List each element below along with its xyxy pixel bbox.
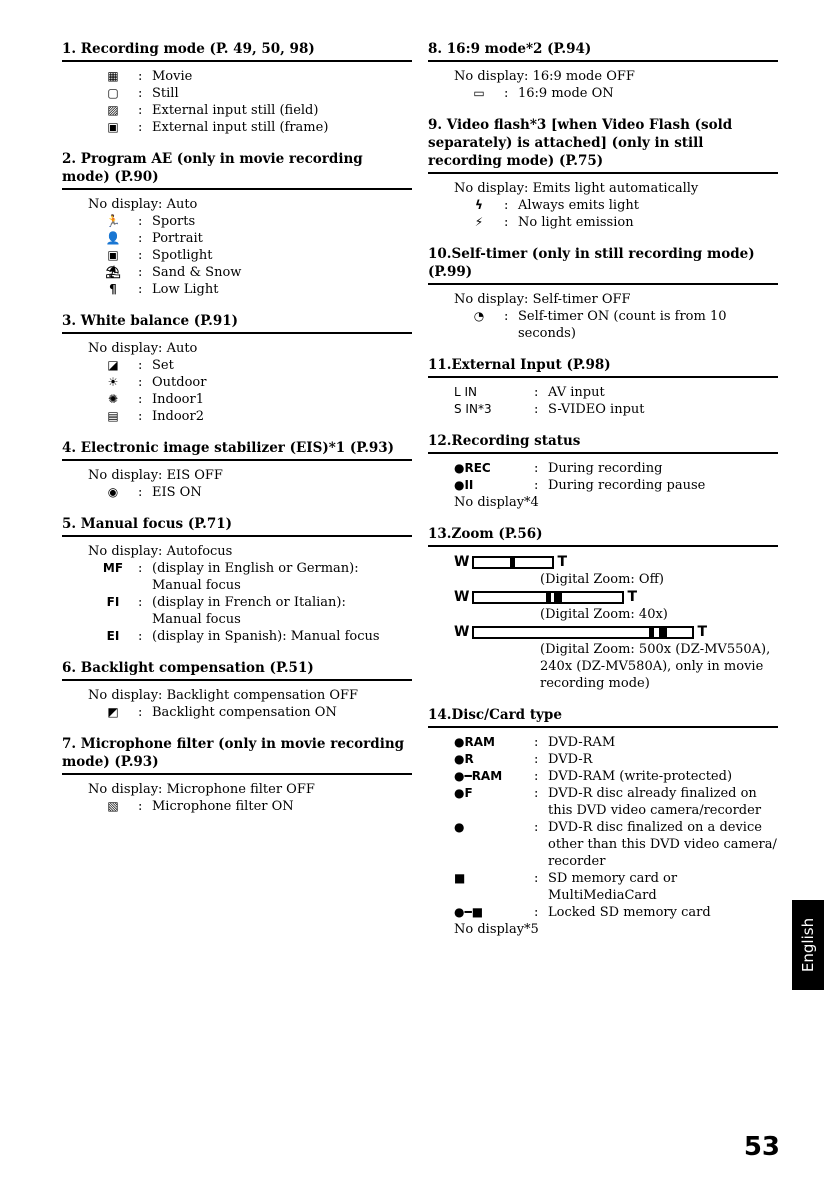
zoom-caption: (Digital Zoom: 500x (DZ-MV550A), 240x (DZ-MV580A), only in movie recording mode) [540,642,771,691]
fi-icon: FI [106,595,120,609]
section-recording-mode [62,40,412,136]
list-item: ϟ : Always emits light [454,197,778,214]
indoor2-icon: ▤ [107,409,119,423]
mf-icon: MF [102,561,124,575]
list-item: ◪ : Set [88,357,412,374]
list-item: ▢ : Still [88,85,412,102]
section-heading: 13.Zoom (P.56) [428,525,778,547]
section-program-ae [62,150,412,298]
l-in-label: L IN [454,385,478,399]
list-item: ●II : During recording pause [454,478,706,493]
section-169-mode [428,40,778,102]
outdoor-icon: ☀ [107,375,119,389]
sd-card-icon: ■ [454,871,466,885]
section-heading: 7. Microphone filter (only in movie recording mode) (P.93) [62,735,412,775]
dvd-r-icon: ●R [454,752,474,766]
locked-sd-icon: ●━■ [454,905,484,919]
page-number: 53 [743,1132,780,1162]
backlight-icon: ◩ [107,705,119,719]
section-recording-status [428,432,778,511]
no-flash-icon: ⚡ [474,215,484,229]
section-heading: 1. Recording mode (P. 49, 50, 98) [62,40,412,62]
zoom-bar-500x [454,623,778,641]
dvd-ram-icon: ●RAM [454,735,495,749]
list-item: ●R : DVD-R [454,752,593,767]
portrait-icon: 👤 [105,231,121,245]
section-heading: 11.External Input (P.98) [428,356,778,378]
no-display-text: No display: Self-timer OFF [454,292,631,307]
eis-icon: ◉ [107,485,119,499]
zoom-caption: (Digital Zoom: Off) [540,572,664,587]
s-in-label: S IN*3 [454,402,492,416]
no-display-text: No display: Backlight compensation OFF [88,688,359,703]
section-external-input [428,356,778,418]
list-item: ▧ : Microphone filter ON [88,798,412,815]
list-item: ▭ : 16:9 mode ON [454,85,778,102]
list-item: ⚡ : No light emission [454,214,778,231]
section-heading: 14.Disc/Card type [428,706,778,728]
no-display-text: No display: Autofocus [88,544,233,559]
list-item: EI : (display in Spanish): Manual focus [88,628,412,645]
zoom-w-label: W [454,553,470,570]
zoom-t-label: T [557,553,568,570]
list-item: ▣ : External input still (frame) [88,119,412,136]
no-display-text: No display: 16:9 mode OFF [454,69,635,84]
list-item: FI : (display in French or Italian): Manual focus [88,594,412,628]
zoom-t-label: T [627,588,638,605]
no-display-text: No display: Microphone filter OFF [88,782,315,797]
sand-snow-icon: ⛱ [105,265,121,279]
sports-icon: 🏃 [105,214,121,228]
dvd-r-other-icon: ● [454,820,465,834]
section-manual-focus [62,515,412,645]
list-item: ▣ : Spotlight [88,247,412,264]
wide-icon: ▭ [473,86,485,100]
no-display-text: No display: Auto [88,197,198,212]
section-self-timer [428,245,778,342]
section-heading: 12.Recording status [428,432,778,454]
section-heading: 4. Electronic image stabilizer (EIS)*1 (P.93) [62,439,412,461]
section-heading: 10.Self-timer (only in still recording mode) (P.99) [428,245,778,285]
zoom-w-label: W [454,588,470,605]
list-item: ¶ : Low Light [88,281,412,298]
list-item: ✺ : Indoor1 [88,391,412,408]
list-item: ● : DVD-R disc finalized on a device other than this DVD video camera/ recorder [454,820,777,869]
no-display-text: No display: Auto [88,341,198,356]
section-white-balance [62,312,412,425]
section-heading: 8. 16:9 mode*2 (P.94) [428,40,778,62]
list-item: ●F : DVD-R disc already finalized on this DVD video camera/recorder [454,786,762,818]
list-item: 👤 : Portrait [88,230,412,247]
list-item: ▨ : External input still (field) [88,102,412,119]
list-item: ●RAM : DVD-RAM [454,735,616,750]
list-item: ▦ : Movie [88,68,412,85]
section-disc-card [428,706,778,938]
low-light-icon: ¶ [109,282,117,296]
section-video-flash [428,116,778,231]
list-item: ◔ : Self-timer ON (count is from 10 seconds) [454,308,778,342]
list-item: ●REC : During recording [454,461,663,476]
zoom-bar-track [472,591,624,604]
section-backlight [62,659,412,721]
no-display-text: No display*5 [454,922,539,937]
field-icon: ▨ [107,103,119,117]
zoom-bar-track [472,626,694,639]
section-heading: 6. Backlight compensation (P.51) [62,659,412,681]
self-timer-icon: ◔ [473,309,485,323]
no-display-text: No display: EIS OFF [88,468,223,483]
dvd-r-finalized-icon: ●F [454,786,473,800]
no-display-text: No display: Emits light automatically [454,181,699,196]
list-item: ☀ : Outdoor [88,374,412,391]
zoom-bar-40x [454,588,778,606]
list-item: 🏃 : Sports [88,213,412,230]
zoom-caption: (Digital Zoom: 40x) [540,607,668,622]
zoom-bar-track [472,556,554,569]
rec-icon: ●REC [454,461,491,475]
flash-icon: ϟ [475,198,483,212]
right-column [428,40,778,952]
zoom-w-label: W [454,623,470,640]
list-item: ●━RAM : DVD-RAM (write-protected) [454,769,733,784]
list-item: ▤ : Indoor2 [88,408,412,425]
list-item: S IN*3 : S-VIDEO input [454,402,645,417]
pause-icon: ●II [454,478,474,492]
list-item: ◉ : EIS ON [88,484,412,501]
list-item: MF : (display in English or German): Manual focus [88,560,412,594]
section-eis [62,439,412,501]
still-icon: ▢ [107,86,119,100]
section-heading: 5. Manual focus (P.71) [62,515,412,537]
mic-filter-icon: ▧ [107,799,119,813]
set-icon: ◪ [107,358,119,372]
left-column [62,40,412,829]
zoom-t-label: T [697,623,708,640]
list-item: L IN : AV input [454,385,605,400]
spotlight-icon: ▣ [107,248,119,262]
list-item: ●━■ : Locked SD memory card [454,905,711,920]
section-mic-filter [62,735,412,815]
list-item: ⛱ : Sand & Snow [88,264,412,281]
section-heading: 9. Video flash*3 [when Video Flash (sold separately) is attached] (only in still recording mode) (P.75) [428,116,778,174]
list-item: ◩ : Backlight compensation ON [88,704,412,721]
dvd-ram-protected-icon: ●━RAM [454,769,503,783]
zoom-bar-off [454,553,778,571]
ei-icon: EI [106,629,120,643]
frame-icon: ▣ [107,120,119,134]
language-tab: English [792,900,824,990]
no-display-text: No display*4 [454,495,539,510]
section-heading: 2. Program AE (only in movie recording mode) (P.90) [62,150,412,190]
section-heading: 3. White balance (P.91) [62,312,412,334]
indoor1-icon: ✺ [107,392,119,406]
movie-icon: ▦ [107,69,119,83]
list-item: ■ : SD memory card or MultiMediaCard [454,871,678,903]
section-zoom [428,525,778,692]
